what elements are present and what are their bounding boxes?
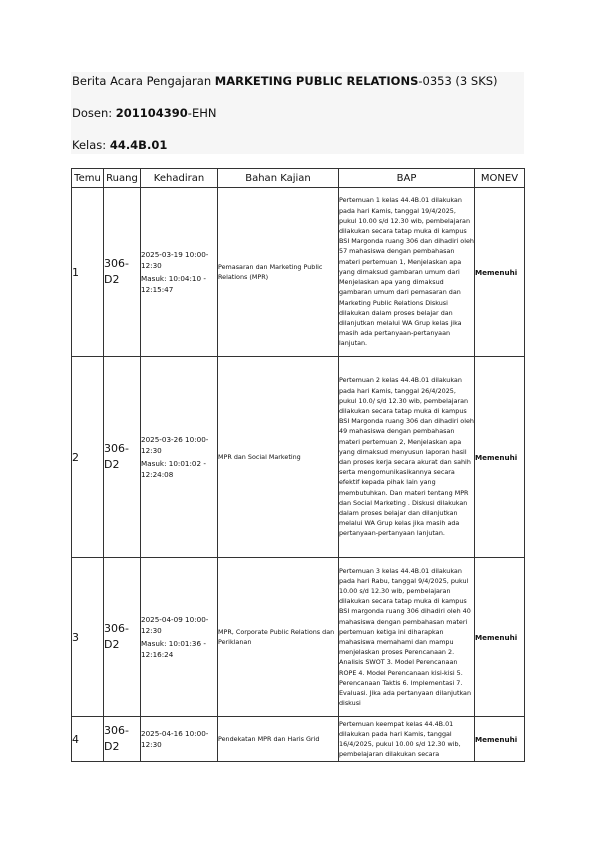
schedule-time: 2025-04-16 10:00-12:30 (141, 729, 209, 749)
class-code: 44.4B.01 (109, 138, 168, 152)
table-row (72, 558, 525, 717)
report-title: Berita Acara Pengajaran MARKETING PUBLIC RELATIONS-0353 (3 SKS) (72, 74, 498, 88)
table-header-row (72, 169, 525, 188)
check-in-time: Masuk: 10:01:36 - 12:16:24 (141, 639, 206, 659)
cell-monev: Memenuhi (475, 558, 525, 717)
cell-kehadiran (141, 558, 218, 717)
report-header (71, 72, 524, 154)
lecturer-line: Dosen: 201104390-EHN (72, 106, 217, 120)
class-line: Kelas: 44.4B.01 (72, 138, 168, 152)
table-row (72, 357, 525, 558)
check-in-time: Masuk: 10:04:10 - 12:15:47 (141, 274, 206, 294)
cell-bahan-kajian: MPR dan Social Marketing (218, 357, 339, 558)
check-in-time: Masuk: 10:01:02 - 12:24:08 (141, 459, 206, 479)
cell-temu: 4 (72, 717, 104, 762)
col-ruang: Ruang (104, 169, 141, 188)
cell-kehadiran (141, 357, 218, 558)
cell-temu: 2 (72, 357, 104, 558)
cell-ruang: 306-D2 (104, 357, 141, 558)
attendance-table (71, 168, 525, 762)
table-row (72, 717, 525, 762)
cell-ruang: 306-D2 (104, 188, 141, 357)
col-kehadiran: Kehadiran (141, 169, 218, 188)
col-bap: BAP (339, 169, 475, 188)
col-temu: Temu (72, 169, 104, 188)
schedule-time: 2025-03-26 10:00-12:30 (141, 435, 209, 455)
schedule-time: 2025-04-09 10:00-12:30 (141, 615, 209, 635)
cell-temu: 3 (72, 558, 104, 717)
cell-bap: Pertemuan 2 kelas 44.4B.01 dilakukan pada hari Kamis, tanggal 26/4/2025, pukul 10.0/ s/d 12.30 wib, pembelajaran dilakukan secara tatap muka di kampus BSI Margonda ruang 306 dan dihadiri oleh 49 mahasiswa dengan pembahasan materi pertemuan 2, Menjelaskan apa yang dimaksud menyusun laporan hasil dan proses kerja secara akurat dan sahih serta mengomunikasikannya secara efektif kepada pihak lain yang membutuhkan. Dan materi tentang MPR dan Social Marketing . Diskusi dilakukan dalam proses belajar dan dilanjutkan melalui WA Grup kelas jika masih ada pertanyaan-pertanyaan lanjutan. (339, 357, 475, 558)
cell-bahan-kajian: Pendekatan MPR dan Haris Grid (218, 717, 339, 762)
cell-temu: 1 (72, 188, 104, 357)
course-name: MARKETING PUBLIC RELATIONS (214, 74, 419, 88)
cell-bap: Pertemuan 1 kelas 44.4B.01 dilakukan pada hari Kamis, tanggal 19/4/2025, pukul 10.00 s/d 12.30 wib, pembelajaran dilakukan secara tatap muka di kampus BSI Margonda ruang 306 dan dihadiri oleh 57 mahasiswa dengan pembahasan materi pertemuan 1, Menjelaskan apa yang dimaksud gambaran umum dari Menjelaskan apa yang dimaksud gambaran umum dari pemasaran dan Marketing Public Relations Diskusi dilakukan dalam proses belajar dan dilanjutkan melalui WA Grup kelas jika masih ada pertanyaan-pertanyaan lanjutan. (339, 188, 475, 357)
cell-bahan-kajian: MPR, Corporate Public Relations dan Periklanan (218, 558, 339, 717)
cell-bap: Pertemuan keempat kelas 44.4B.01 dilakukan pada hari Kamis, tanggal 16/4/2025, pukul 10.00 s/d 12.30 wib, pembelajaran dilakukan secara (339, 717, 475, 762)
cell-bap: Pertemuan 3 kelas 44.4B.01 dilakukan pada hari Rabu, tanggal 9/4/2025, pukul 10.00 s/d 12.30 wib, pembelajaran dilakukan secara tatap muka di kampus BSI margonda ruang 306 dihadiri oleh 40 mahasiswa dengan pembahasan materi pertemuan ketiga ini diharapkan mahasiswa memahami dan mampu menjelaskan proses Perencanaan 2. Analisis SWOT 3. Model Perencanaan ROPE 4. Model Perencanaan kisi-kisi 5. Perencanaan Taktis 6. Implementasi 7. Evaluasi. Jika ada pertanyaan dilanjutkan diskusi (339, 558, 475, 717)
schedule-time: 2025-03-19 10:00-12:30 (141, 250, 209, 270)
cell-monev: Memenuhi (475, 188, 525, 357)
cell-ruang: 306-D2 (104, 717, 141, 762)
table-row (72, 188, 525, 357)
col-monev: MONEV (475, 169, 525, 188)
col-bahan-kajian: Bahan Kajian (218, 169, 339, 188)
cell-monev: Memenuhi (475, 357, 525, 558)
cell-kehadiran (141, 188, 218, 357)
course-code: -0353 (3 SKS) (418, 74, 498, 88)
cell-ruang: 306-D2 (104, 558, 141, 717)
lecturer-id: 201104390 (115, 106, 188, 120)
cell-monev: Memenuhi (475, 717, 525, 762)
cell-kehadiran (141, 717, 218, 762)
cell-bahan-kajian: Pemasaran dan Marketing Public Relations (MPR) (218, 188, 339, 357)
